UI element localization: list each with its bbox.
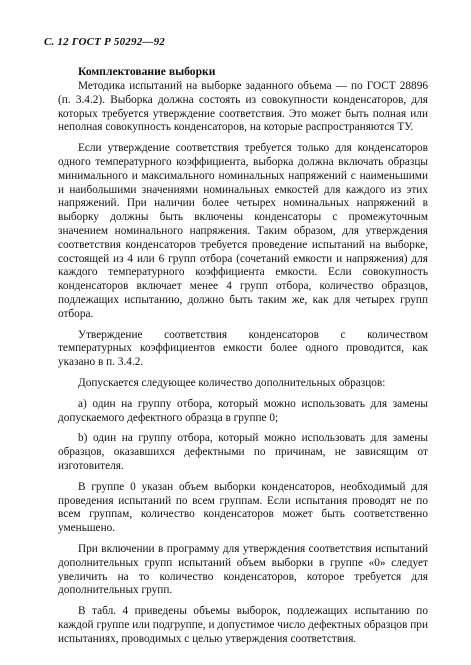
- paragraph-group-zero: В группе 0 указан объем выборки конденсаторов, необходимый для проведения испытаний по всем группам. Если испытания проводят не по всем группам, количество конденсаторов может быть соответственно уменьшено.: [58, 480, 428, 535]
- section-title: Комплектование выборки: [78, 65, 216, 78]
- paragraph-table-4-reference: В табл. 4 приведены объемы выборок, подлежащих испытанию по каждой группе или подгруппе, и допустимое число дефектных образцов при испытаниях, проводимых с целью утверждения соответствия.: [58, 605, 428, 645]
- paragraph-single-temperature-coefficient: Если утверждение соответствия требуется только для конденсаторов одного температурного коэффициента, выборка должна включать образцы минимального и максимального номинальных напряжений с наименьшими и наибольшими значениями номинальных емкостей для каждого из этих напряжений. При наличии более четырех номинальных напряжений в выборку должны быть включены конденсаторы с промежуточным значением номинального напряжения. Таким образом, для утверждения соответствия конденсаторов требуется проведение испытаний на выборке, состоящей из 4 или 6 групп отбора (сочетаний емкости и напряжения) для каждого температурного коэффициента емкости. Если совокупность конденсаторов включает менее 4 групп отбора, количество образцов, подлежащих испытанию, должно быть таким же, как для четырех групп отбора.: [58, 142, 428, 320]
- paragraph-additional-groups: При включении в программу для утверждения соответствия испытаний дополнительных групп испытаний объем выборки в группе «0» следует увеличить на то количество конденсаторов, которое требуется для дополнительных групп.: [58, 542, 428, 597]
- list-item-b: b) один на группу отбора, который можно использовать для замены образцов, оказавшихся дефектными по причинам, не зависящим от изготовителя.: [58, 432, 428, 472]
- running-header: С. 12 ГОСТ Р 50292—92: [44, 36, 166, 48]
- paragraph-multiple-temperature-coefficients: Утверждение соответствия конденсаторов с количеством температурных коэффициентов емкости более одного проводится, как указано в п. 3.4.2.: [58, 328, 428, 369]
- paragraph-sampling-method: Методика испытаний на выборке заданного объема — по ГОСТ 28896 (п. 3.4.2). Выборка должна состоять из совокупности конденсаторов, для которых требуется утверждение соответствия. Это может быть полная или неполная совокупность конденсаторов, на которые распространяются ТУ.: [58, 80, 428, 134]
- document-body: [58, 64, 428, 646]
- paragraph-additional-samples-intro: Допускается следующее количество дополнительных образцов:: [78, 376, 386, 389]
- list-item-a: а) один на группу отбора, который можно использовать для замены допускаемого дефектного образца в группе 0;: [58, 397, 428, 424]
